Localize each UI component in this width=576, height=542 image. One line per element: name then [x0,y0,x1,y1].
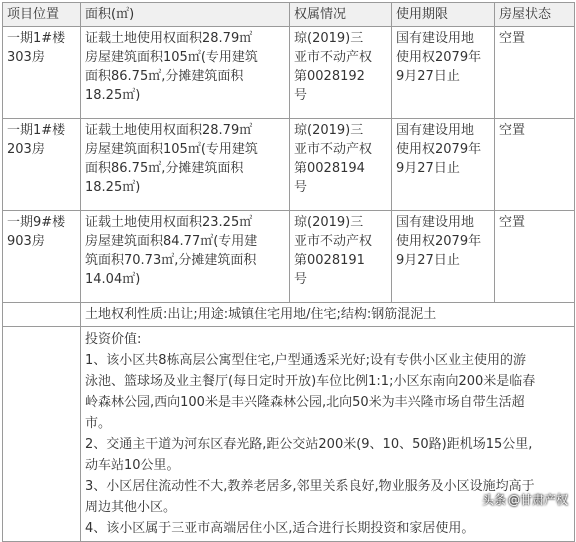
location-cell [3,27,81,119]
ownership-line: 琼(2019)三 [294,31,364,46]
term-line: 国有建设用地 [396,215,475,230]
area-line: 证载土地使用权面积28.79㎡ [85,123,253,138]
watermark-account: @甘肃产权 [507,493,568,507]
ownership-line: 琼(2019)三 [294,215,364,230]
area-line: 18.25㎡) [85,88,141,103]
watermark-platform: 头条 [481,493,506,507]
table-row [3,211,575,303]
watermark [480,491,568,508]
area-line: 房屋建筑面积105㎡(专用建筑 [85,50,258,65]
area-line: 面积86.75㎡,分摊建筑面积 [85,69,244,84]
status-cell: 空置 [495,119,575,211]
location-cell [3,211,81,303]
investment-row [3,327,575,542]
term-line: 国有建设用地 [396,123,475,138]
area-cell [81,27,290,119]
location-line: 203房 [7,142,45,157]
location-line: 一期9#楼 [7,215,66,230]
term-line: 使用权2079年 [396,142,482,157]
term-line: 9月27日止 [396,161,460,176]
investment-line: 泳池、篮球场及业主餐厅(每日定时开放)车位比例1:1;小区东南向200米是临春 [85,374,536,389]
investment-line: 岭森林公园,西向100米是丰兴隆森林公园,北向50米为丰兴隆市场自带生活超 [85,395,525,410]
header-term: 使用期限 [392,3,495,27]
ownership-line: 亚市不动产权 [294,50,373,65]
term-cell [392,27,495,119]
ownership-cell [290,211,392,303]
term-cell [392,119,495,211]
investment-line: 4、该小区属于三亚市高端居住小区,适合进行长期投资和家居使用。 [85,521,475,536]
investment-line: 1、该小区共8栋高层公寓型住宅,户型通透采光好;设有专供小区业主使用的游 [85,353,527,368]
ownership-line: 第0028192 [294,69,365,84]
table-row [3,119,575,211]
area-line: 面积86.75㎡,分摊建筑面积 [85,161,244,176]
header-location: 项目位置 [3,3,81,27]
location-line: 一期1#楼 [7,31,66,46]
ownership-line: 第0028194 [294,161,365,176]
location-line: 303房 [7,50,45,65]
property-table [2,2,575,542]
table-row [3,27,575,119]
area-line: 筑面积70.73㎡,分摊建筑面积 [85,253,257,268]
location-line: 903房 [7,234,45,249]
investment-cell [81,327,575,542]
location-cell [3,119,81,211]
investment-heading: 投资价值: [85,332,142,347]
term-line: 9月27日止 [396,253,460,268]
land-nature-row [3,303,575,327]
investment-line: 3、小区居住流动性不大,教养老居多,邻里关系良好,物业服务及小区设施均高于 [85,479,535,494]
area-line: 18.25㎡) [85,180,141,195]
ownership-line: 亚市不动产权 [294,142,373,157]
term-cell [392,211,495,303]
area-line: 证载土地使用权面积23.25㎡ [85,215,253,230]
ownership-cell [290,119,392,211]
ownership-line: 号 [294,88,308,103]
ownership-cell [290,27,392,119]
investment-line: 动车站10公里。 [85,458,180,473]
investment-line: 市。 [85,416,112,431]
investment-line: 周边其他小区。 [85,500,177,515]
term-line: 使用权2079年 [396,234,482,249]
area-line: 14.04㎡) [85,272,141,287]
ownership-line: 号 [294,272,308,287]
term-line: 使用权2079年 [396,50,482,65]
investment-blank-cell [3,327,81,542]
header-area: 面积(㎡) [81,3,290,27]
area-line: 证载土地使用权面积28.79㎡ [85,31,253,46]
ownership-line: 琼(2019)三 [294,123,364,138]
status-cell: 空置 [495,27,575,119]
table-header-row [3,3,575,27]
area-cell [81,119,290,211]
land-blank-cell [3,303,81,327]
header-ownership: 权属情况 [290,3,392,27]
location-line: 一期1#楼 [7,123,66,138]
status-cell: 空置 [495,211,575,303]
investment-line: 2、交通主干道为河东区春光路,距公交站200米(9、10、50路)距机场15公里, [85,437,533,452]
header-status: 房屋状态 [495,3,575,27]
land-nature-cell: 土地权利性质:出让;用途:城镇住宅用地/住宅;结构:钢筋混泥土 [81,303,575,327]
ownership-line: 亚市不动产权 [294,234,373,249]
area-line: 房屋建筑面积105㎡(专用建筑 [85,142,258,157]
ownership-line: 第0028191 [294,253,365,268]
area-line: 房屋建筑面积84.77㎡(专用建 [85,234,258,249]
ownership-line: 号 [294,180,308,195]
term-line: 国有建设用地 [396,31,475,46]
area-cell [81,211,290,303]
term-line: 9月27日止 [396,69,460,84]
